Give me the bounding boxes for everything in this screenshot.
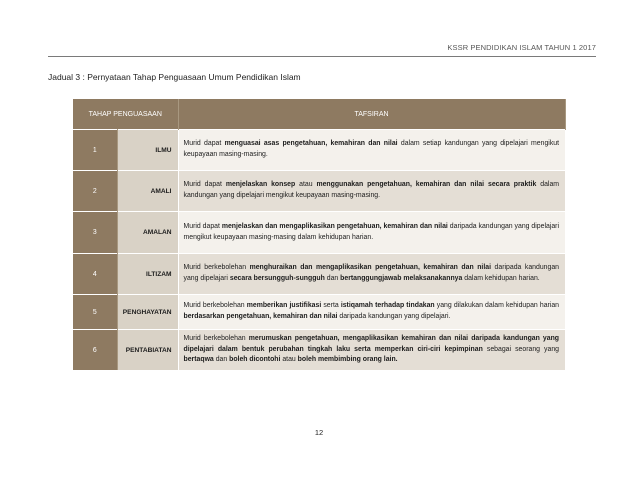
description-emphasis: menggunakan pengetahuan, kemahiran dan nilai secara praktik [316, 181, 537, 189]
description-emphasis: berdasarkan pengetahuan, kemahiran dan nilai [183, 313, 338, 320]
level-number: 1 [73, 130, 117, 171]
header-tafsiran: TAFSIRAN [178, 99, 565, 130]
description-text: dan [324, 275, 341, 282]
description-emphasis: memberikan justifikasi [246, 302, 322, 310]
description-emphasis: secara bersungguh-sungguh [229, 275, 325, 282]
description-text: serta [321, 302, 341, 310]
description-text: daripada kandungan yang dipelajari mengikut keupayaan masing-masing dalam kehidupan harian. [183, 222, 560, 241]
description-text: dan [213, 356, 230, 364]
page-number: 12 [314, 428, 324, 437]
level-number: 5 [73, 295, 117, 330]
description-text: atau [295, 181, 317, 189]
description-text: Murid dapat [183, 140, 225, 148]
description-text: Murid berkebolehan [183, 302, 247, 310]
level-number: 3 [73, 212, 117, 254]
table-row [73, 330, 565, 371]
table-header-row [73, 99, 565, 130]
description-text: Murid berkebolehan [183, 264, 250, 272]
description-text: daripada kandungan yang dipelajari [183, 264, 559, 282]
table-row [73, 254, 565, 295]
level-description [178, 130, 565, 171]
description-emphasis: merumuskan pengetahuan, mengaplikasikan kemahiran dan nilai daripada kandungan yang dipelajari dalam bentuk perubahan tingkah laku serta memperkan ciri-ciri kepimpinan [183, 335, 560, 353]
description-text: dalam kandungan yang dipelajari mengikut keupayaan masing-masing. [183, 181, 560, 199]
table-row [73, 212, 565, 254]
description-text: Murid dapat [183, 181, 226, 189]
level-name: ILTIZAM [117, 254, 178, 295]
level-name: ILMU [117, 130, 178, 171]
description-emphasis: boleh membimbing orang lain. [297, 356, 398, 364]
header-tahap-penguasaan: TAHAP PENGUASAAN [73, 99, 178, 130]
table-caption: Jadual 3 : Pernyataan Tahap Penguasaan Umum Pendidikan Islam [48, 72, 301, 82]
level-number: 2 [73, 171, 117, 212]
description-emphasis: boleh dicontohi [229, 356, 281, 364]
description-text: atau [280, 356, 298, 364]
level-number: 6 [73, 330, 117, 371]
description-text: daripada kandungan yang dipelajari. [337, 313, 451, 320]
description-text: Murid berkebolehan [183, 335, 249, 343]
description-emphasis: bertanggungjawab melaksanakannya [340, 275, 463, 282]
table-row [73, 171, 565, 212]
description-text: sebagai seorang yang [482, 345, 559, 353]
description-text: dalam setiap kandungan yang dipelajari mengikut keupayaan masing-masing. [183, 140, 560, 158]
header-title: KSSR PENDIDIKAN ISLAM TAHUN 1 2017 [447, 43, 596, 52]
level-description [178, 212, 565, 254]
level-description [178, 330, 565, 371]
level-name: PENTABIATAN [117, 330, 178, 371]
table-row [73, 130, 565, 171]
level-number: 4 [73, 254, 117, 295]
description-emphasis: menguasai asas pengetahuan, kemahiran dan nilai [224, 140, 398, 148]
level-description [178, 295, 565, 330]
description-text: yang dilakukan dalam kehidupan harian [434, 302, 560, 310]
description-text: dalam kehidupan harian. [462, 275, 540, 282]
description-emphasis: bertaqwa [183, 356, 214, 364]
level-description [178, 171, 565, 212]
mastery-level-table [73, 99, 566, 370]
description-emphasis: menghuraikan dan mengaplikasikan pengetahuan, kemahiran dan nilai [249, 264, 491, 272]
description-emphasis: istiqamah terhadap tindakan [340, 302, 435, 310]
description-emphasis: menjelaskan dan mengaplikasikan pengetahuan, kemahiran dan nilai [221, 222, 448, 230]
description-emphasis: menjelaskan konsep [225, 181, 296, 189]
page-header [48, 40, 596, 57]
level-name: AMALI [117, 171, 178, 212]
description-text: Murid dapat [183, 222, 222, 230]
level-name: PENGHAYATAN [117, 295, 178, 330]
table-row [73, 295, 565, 330]
level-name: AMALAN [117, 212, 178, 254]
level-description [178, 254, 565, 295]
